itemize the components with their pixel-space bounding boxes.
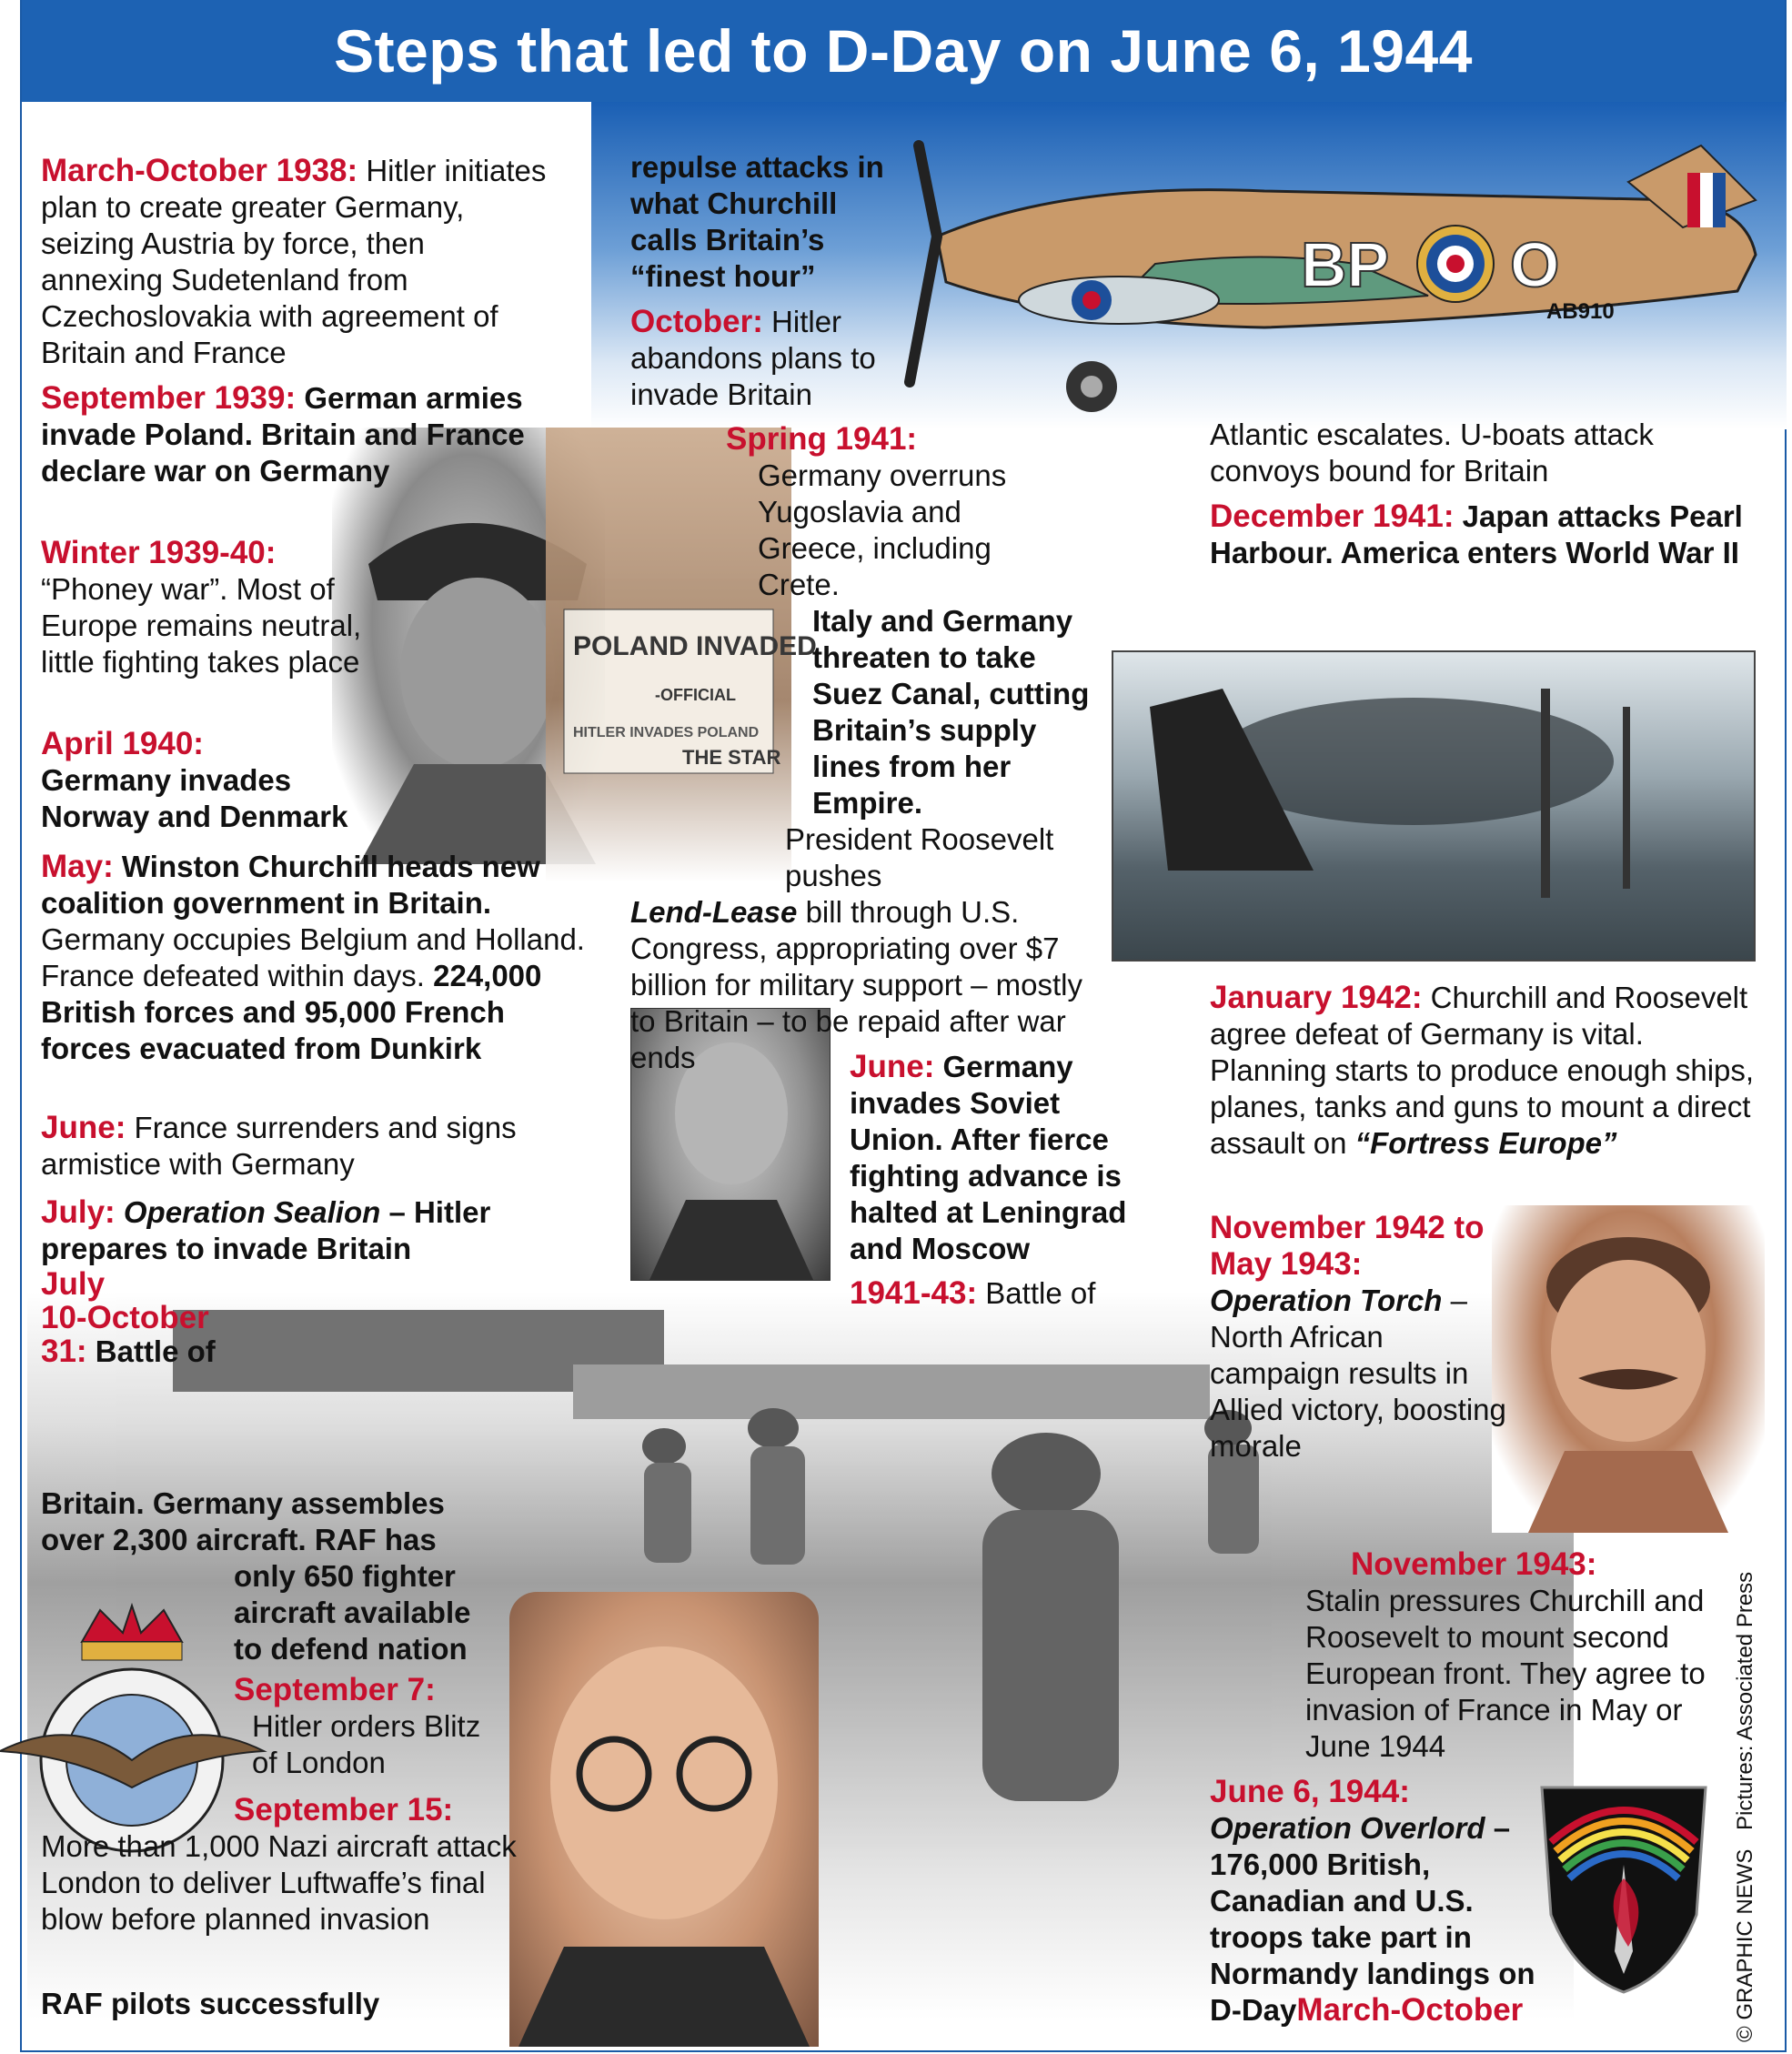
event-text: Germany invades Soviet Union. After fierce fighting advance is halted at Leningrad and Moscow xyxy=(850,1050,1127,1265)
event-date: April 1940: xyxy=(41,726,204,761)
suit xyxy=(649,1200,813,1280)
crane-mast xyxy=(1541,689,1550,898)
event-trailing-date: March-October xyxy=(1296,1992,1524,2028)
ships-horizon xyxy=(573,1364,1210,1419)
event-finest-hour xyxy=(630,149,903,295)
placard-headline: POLAND INVADED xyxy=(573,631,817,661)
event-raf-pilots xyxy=(41,1986,496,2022)
churchill-portrait xyxy=(509,1592,819,2047)
event-spring-1941 xyxy=(630,421,1122,1076)
event-text: France surrenders and signs armistice with Germany xyxy=(41,1111,517,1181)
event-text: Germany invades Norway and Denmark xyxy=(41,763,348,833)
uniform xyxy=(1528,1451,1728,1533)
tail-flash-blue xyxy=(1713,173,1726,227)
suit xyxy=(518,1947,810,2047)
event-date: Spring 1941: xyxy=(726,421,918,457)
event-date: January 1942: xyxy=(1210,980,1423,1015)
event-nov-1943 xyxy=(1305,1546,1742,1765)
event-bold-text-2: 224,000 British forces and 95,000 French forces evacuated from Dunkirk xyxy=(41,959,542,1065)
event-date: November 1942 to May 1943: xyxy=(1210,1210,1485,1282)
event-text-2a: President Roosevelt pushes xyxy=(785,822,1054,892)
plane-letter: O xyxy=(1510,229,1560,300)
event-text: repulse attacks in what Churchill calls Britain’s “finest hour” xyxy=(630,150,884,293)
event-winter-1939 xyxy=(41,535,368,680)
event-may-1940 xyxy=(41,849,596,1067)
stalin-portrait xyxy=(1492,1205,1765,1533)
page-title: Steps that led to D-Day on June 6, 1944 xyxy=(334,17,1473,85)
image-credits xyxy=(1733,1572,1758,2042)
plane-wing xyxy=(1019,277,1219,324)
event-text: Battle of xyxy=(985,1276,1096,1310)
placard-masthead: THE STAR xyxy=(682,746,781,769)
event-date: March-October 1938: xyxy=(41,153,358,188)
tail-flash-red xyxy=(1687,173,1700,227)
event-sep-7 xyxy=(234,1672,507,1781)
wing-roundel-center xyxy=(1082,291,1101,309)
event-date: December 1941: xyxy=(1210,498,1455,534)
credit-pictures: Pictures: Associated Press xyxy=(1733,1571,1757,1830)
event-text: – Hitler prepares to invade Britain xyxy=(41,1195,491,1265)
event-text: – 176,000 British, Canadian and U.S. troops take part in Normandy landings on D-Day xyxy=(1210,1811,1535,2027)
crown-icon xyxy=(82,1606,182,1642)
event-text: Hitler orders Blitz of London xyxy=(252,1709,481,1779)
event-date: October: xyxy=(630,304,763,339)
event-october-1940 xyxy=(630,304,903,413)
soldier-helmet xyxy=(992,1433,1101,1515)
soldier-body xyxy=(750,1446,805,1565)
event-italic-text: Operation Torch xyxy=(1210,1284,1443,1317)
event-italic-text: “Fortress Europe” xyxy=(1354,1126,1617,1160)
placard-left: HITLER INVADES POLAND xyxy=(573,725,760,740)
event-text: – North African campaign results in Allied victory, boosting morale xyxy=(1210,1284,1506,1463)
roundel-red xyxy=(1446,255,1465,273)
event-june-1940 xyxy=(41,1110,587,1183)
placard-subline: -OFFICIAL xyxy=(655,686,736,704)
event-text: Japan attacks Pearl Harbour. America enters World War II xyxy=(1210,499,1743,569)
event-bold-text: Italy and Germany threaten to take Suez Canal, cutting Britain’s supply lines from her Empire. xyxy=(812,604,1090,820)
event-text: only 650 fighter aircraft available to defend nation xyxy=(234,1559,471,1666)
event-battle-of-britain xyxy=(41,1267,296,1368)
event-text: “Phoney war”. Most of Europe remains neutral, little fighting takes place xyxy=(41,572,362,679)
event-date: September 15: xyxy=(234,1792,454,1827)
event-june-1941 xyxy=(850,1049,1150,1267)
crane-mast xyxy=(1623,707,1630,889)
event-date-line1: July xyxy=(41,1266,106,1302)
event-date: June: xyxy=(41,1110,126,1145)
soldier-body xyxy=(644,1463,691,1563)
event-sep-1939 xyxy=(41,380,587,489)
tail-flash-white xyxy=(1700,173,1713,227)
event-battle-of-britain-cont2 xyxy=(234,1558,507,1667)
event-d-day xyxy=(1210,1774,1565,2029)
event-text-2b: bill through U.S. Congress, appropriating over $7 billion for military support – mostly to Britain – to be repaid after war ends xyxy=(630,895,1082,1074)
event-text: Atlantic escalates. U-boats attack convoys bound for Britain xyxy=(1210,418,1654,488)
event-text: Germany occupies Belgium and Holland. France defeated within days. xyxy=(41,922,585,992)
event-bold-text: Winston Churchill heads new coalition government in Britain. xyxy=(41,850,540,920)
event-date: September 1939: xyxy=(41,380,297,416)
event-text: German armies invade Poland. Britain and France declare war on Germany xyxy=(41,381,525,488)
event-date: June: xyxy=(850,1049,935,1084)
event-july-1940 xyxy=(41,1194,587,1267)
face xyxy=(1551,1260,1706,1442)
event-date: May: xyxy=(41,849,114,884)
crown-band xyxy=(82,1642,182,1660)
credit-publisher: © GRAPHIC NEWS xyxy=(1733,1848,1757,2042)
event-date: July: xyxy=(41,1194,116,1230)
event-text: Churchill and Roosevelt agree defeat of Germany is vital. Planning starts to produce enough ships, planes, tanks and guns to mount a direct assault on xyxy=(1210,981,1755,1160)
plane-squadron-code: BP xyxy=(1301,229,1390,300)
event-date: Winter 1939-40: xyxy=(41,535,277,570)
plane-serial: AB910 xyxy=(1546,299,1615,324)
event-jan-1942 xyxy=(1210,980,1756,1162)
spitfire-plane-illustration xyxy=(882,127,1792,418)
event-1938 xyxy=(41,153,550,371)
event-date: November 1943: xyxy=(1351,1546,1597,1582)
event-nov-1942 xyxy=(1210,1210,1510,1465)
event-battle-of-britain-cont xyxy=(41,1485,514,1558)
event-date: September 7: xyxy=(234,1672,436,1707)
event-text: Stalin pressures Churchill and Roosevelt to mount second European front. They agree to invasion of France in May or June 1944 xyxy=(1305,1584,1706,1763)
event-dec-1941 xyxy=(1210,498,1756,571)
event-italic-text: Operation Overlord xyxy=(1210,1811,1485,1845)
face xyxy=(550,1646,778,1919)
event-date-line3: 31: xyxy=(41,1334,87,1369)
soldier-helmet xyxy=(642,1428,686,1465)
event-date: June 6, 1944: xyxy=(1210,1774,1410,1809)
event-april-1940 xyxy=(41,726,387,835)
soldier-body xyxy=(982,1510,1119,1801)
event-text: Hitler initiates plan to create greater Germany, seizing Austria by force, then annexing Sudetenland from Czechoslovakia with agreement of Britain and France xyxy=(41,154,547,369)
event-text: Germany overruns Yugoslavia and Greece, including Crete. xyxy=(758,458,1007,601)
event-date: 1941-43: xyxy=(850,1275,978,1311)
event-italic-text: Operation Sealion xyxy=(123,1195,381,1229)
event-text: More than 1,000 Nazi aircraft attack London to deliver Luftwaffe’s final blow before planned invasion xyxy=(41,1829,517,1936)
event-sep-15 xyxy=(41,1792,550,1938)
event-text: Hitler abandons plans to invade Britain xyxy=(630,305,876,411)
pearl-harbour-photo xyxy=(1112,650,1756,962)
propeller xyxy=(910,146,937,382)
event-1941-43 xyxy=(850,1275,1150,1312)
event-text: Battle of xyxy=(95,1334,216,1368)
face xyxy=(400,578,555,769)
event-text: Britain. Germany assembles over 2,300 aircraft. RAF has xyxy=(41,1486,445,1556)
event-date-line2: 10-October xyxy=(41,1300,209,1335)
event-text: RAF pilots successfully xyxy=(41,1987,380,2020)
soldier-helmet xyxy=(748,1408,799,1448)
event-atlantic xyxy=(1210,417,1756,489)
landing-wheel-hub xyxy=(1081,376,1102,398)
event-italic-text: Lend-Lease xyxy=(630,895,798,929)
